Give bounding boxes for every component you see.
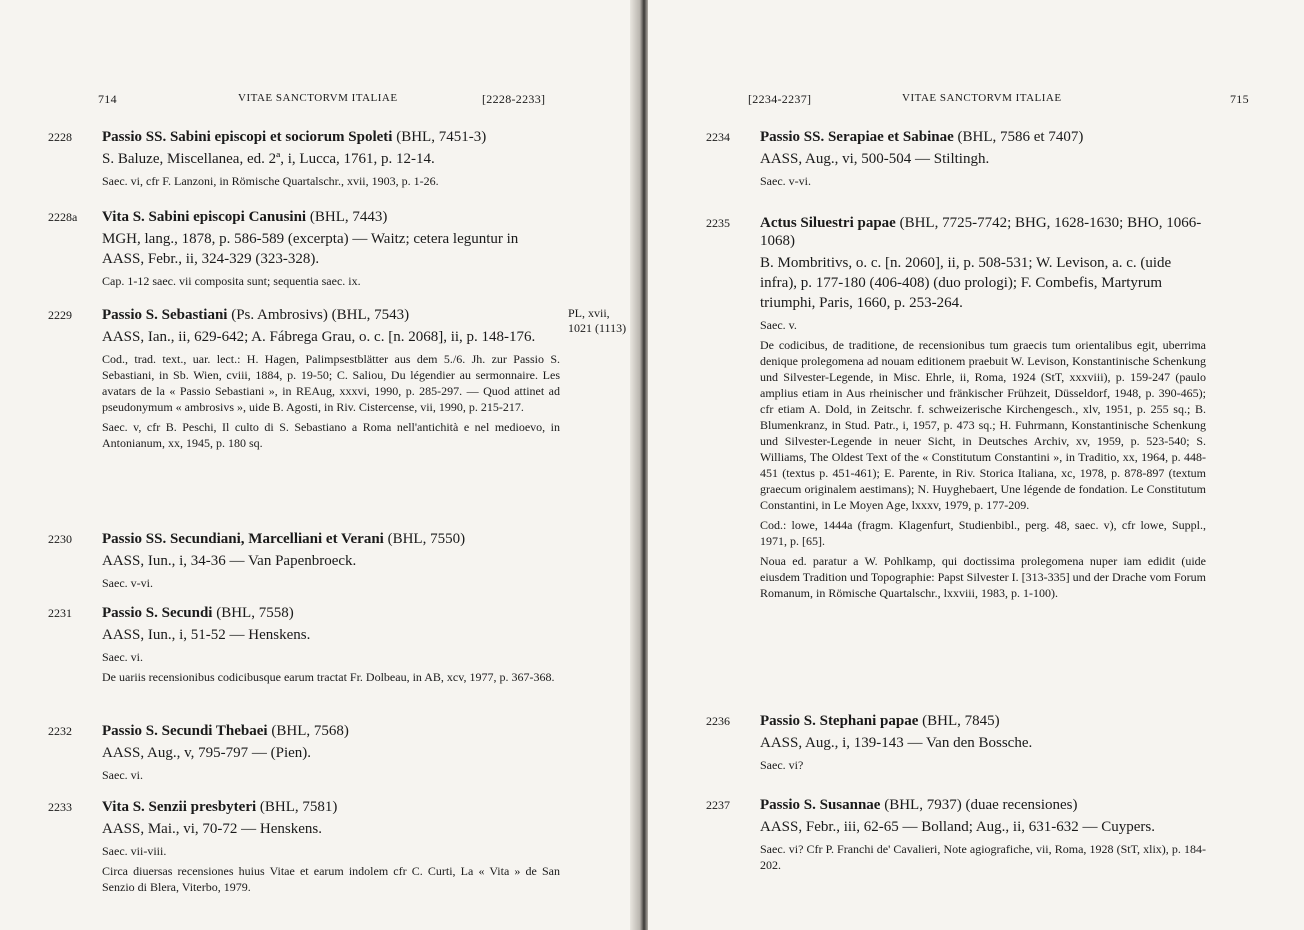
entry-body bbox=[760, 796, 1206, 873]
entry-ref-tag: (BHL, 7725-7742; BHG, 1628-1630; BHO, 1066-1068) bbox=[760, 215, 1202, 249]
entry-title: Passio S. Stephani papae bbox=[760, 713, 919, 729]
entry-ref-tag: (BHL, 7845) bbox=[922, 713, 1000, 729]
margin-note: PL, xvii, 1021 (1113) bbox=[568, 306, 627, 335]
entry-title: Passio S. Secundi bbox=[102, 605, 213, 621]
entry-note: Noua ed. paratur a W. Pohlkamp, qui doctissima prolegomena nuper iam edidit (uide eiusdem Tradition und Topographie: Papst Silvester I. [313-335] und der Drache vom Forum Romanum, in Römische Quartalschr., lxxviii, 1983, p. 1-100). bbox=[760, 554, 1206, 600]
entry-body bbox=[760, 712, 1206, 773]
right-page bbox=[648, 0, 1304, 930]
entry-range: [2228-2233] bbox=[482, 92, 546, 106]
entry-title-line bbox=[760, 214, 1206, 250]
entry-title-line bbox=[102, 722, 560, 740]
entry-body bbox=[102, 306, 560, 451]
catalog-entry bbox=[706, 712, 1206, 773]
entry-note: Saec. vi? bbox=[760, 758, 804, 772]
entry-note: Saec. v. bbox=[760, 318, 797, 332]
entry-title-line bbox=[102, 208, 560, 226]
entry-number: 2232 bbox=[48, 724, 72, 738]
edition-reference: AASS, Iun., i, 51-52 — Henskens. bbox=[102, 627, 311, 643]
entry-ref-tag: (BHL, 7581) bbox=[259, 799, 338, 815]
entry-ref-tag: (BHL, 7443) bbox=[309, 209, 388, 225]
entry-number: 2230 bbox=[48, 532, 72, 546]
entry-note: De codicibus, de traditione, de recensionibus tum graecis tum orientalibus egit, uberrima denique prolegomena ad nouam editionem praebuit W. Levison, Konstantinische Schenkung und Silvester-Legende, in Misc. Ehrle, ii, Roma, 1924 (StT, xxxviii), p. 159-247 (paulo amplius etiam in Aus rheinischer und fränkischer Frühzeit, Düsseldorf, 1948, p. 390-465); cfr etiam A. Dold, in Zeitschr. f. schweizerische Kirchengesch., xlv, 1951, p. 255 sq.; B. Blumenkranz, in Stud. Patr., i, 1957, p. 473 sq.; H. Fuhrmann, Konstantinische Schenkung und Silvester-Legende in neuer Sicht, in Deutsches Archiv, xv, 1959, p. 523-540; S. Williams, The Oldest Text of the « Constitutum Constantini », in Traditio, xx, 1964, p. 448-451 (textus p. 451-461); E. Parente, in Riv. Storica Italiana, xc, 1978, p. 878-897 (textum graecum originalem aestimans); N. Huyghebaert, Une légende de fondation. Le Constitutum Constantini, in Le Moyen Age, lxxxv, 1979, p. 177-209. bbox=[760, 338, 1206, 512]
entry-number: 2229 bbox=[48, 308, 72, 322]
entry-number: 2233 bbox=[48, 800, 72, 814]
entry-note: Saec. vi, cfr F. Lanzoni, in Römische Quartalschr., xvii, 1903, p. 1-26. bbox=[102, 174, 439, 188]
catalog-entry bbox=[706, 214, 1206, 601]
entry-title: Passio S. Sebastiani bbox=[102, 307, 228, 323]
entry-number: 2235 bbox=[706, 216, 730, 230]
entry-ref-tag: (Ps. Ambrosivs) (BHL, 7543) bbox=[231, 307, 410, 323]
edition-reference: AASS, Aug., vi, 500-504 — Stiltingh. bbox=[760, 151, 990, 167]
entry-ref-tag: (BHL, 7568) bbox=[271, 723, 349, 739]
entry-number: 2236 bbox=[706, 714, 730, 728]
entry-title-line bbox=[760, 712, 1206, 730]
entry-title-line bbox=[102, 604, 560, 622]
entry-note: De uariis recensionibus codicibusque earum tractat Fr. Dolbeau, in AB, xcv, 1977, p. 367-368. bbox=[102, 670, 555, 684]
entry-title: Passio SS. Secundiani, Marcelliani et Verani bbox=[102, 531, 384, 547]
entry-title: Vita S. Senzii presbyteri bbox=[102, 799, 257, 815]
entry-title-line bbox=[102, 128, 560, 146]
entry-note: Saec. v-vi. bbox=[102, 576, 153, 590]
entry-note: Saec. v, cfr B. Peschi, Il culto di S. Sebastiano a Roma nell'antichità e nel medioevo, in Antonianum, xx, 1945, p. 180 sq. bbox=[102, 420, 560, 450]
entry-title-line bbox=[102, 306, 560, 324]
entry-title-line bbox=[102, 798, 560, 816]
edition-reference: B. Mombritivs, o. c. [n. 2060], ii, p. 508-531; W. Levison, a. c. (uide infra), p. 177-180 (406-408) (duo prologi); F. Combefis, Martyrum triumphi, Paris, 1660, p. 253-264. bbox=[760, 255, 1172, 311]
entry-note: Cap. 1-12 saec. vii composita sunt; sequentia saec. ix. bbox=[102, 274, 361, 288]
catalog-entry bbox=[706, 796, 1206, 873]
entry-body bbox=[102, 530, 560, 591]
catalog-entry bbox=[706, 128, 1206, 189]
catalog-entry bbox=[48, 604, 560, 685]
entry-body bbox=[102, 722, 560, 783]
entry-ref-tag: (BHL, 7937) (duae recensiones) bbox=[884, 797, 1078, 813]
entry-title-line bbox=[760, 796, 1206, 814]
entry-ref-tag: (BHL, 7550) bbox=[387, 531, 466, 547]
entry-title: Passio S. Secundi Thebaei bbox=[102, 723, 268, 739]
page-number: 715 bbox=[1230, 92, 1249, 106]
entry-body bbox=[760, 128, 1206, 189]
entry-note: Saec. vi. bbox=[102, 650, 143, 664]
page-number: 714 bbox=[98, 92, 117, 106]
entry-title-line bbox=[102, 530, 560, 548]
entry-title: Passio S. Susannae bbox=[760, 797, 881, 813]
entry-ref-tag: (BHL, 7586 et 7407) bbox=[957, 129, 1084, 145]
entry-title: Passio SS. Sabini episcopi et sociorum Spoleti bbox=[102, 129, 393, 145]
entry-note: Saec. vi. bbox=[102, 768, 143, 782]
edition-reference: AASS, Febr., iii, 62-65 — Bolland; Aug., ii, 631-632 — Cuypers. bbox=[760, 819, 1156, 835]
entry-title-line bbox=[760, 128, 1206, 146]
entry-note: Cod., trad. text., uar. lect.: H. Hagen, Palimpsestblätter aus dem 5./6. Jh. zur Passio S. Sebastiani, in Sb. Wien, cviii, 1884, p. 19-50; C. Saliou, Du légendier au sermonnaire. Les avatars de la « Passio Sebastiani », in REAug, xxxvi, 1990, p. 285-297. — Quod attinet ad pseudonymum « ambrosivs », uide B. Agosti, in Riv. Cistercense, vii, 1990, p. 215-217. bbox=[102, 352, 560, 414]
entry-note: Cod.: lowe, 1444a (fragm. Klagenfurt, Studienbibl., perg. 48, saec. v), cfr lowe, Suppl., 1971, p. [65]. bbox=[760, 518, 1206, 548]
entry-number: 2231 bbox=[48, 606, 72, 620]
edition-reference: AASS, Mai., vi, 70-72 — Henskens. bbox=[102, 821, 322, 837]
entry-number: 2234 bbox=[706, 130, 730, 144]
entry-number: 2237 bbox=[706, 798, 730, 812]
entry-body bbox=[102, 208, 560, 289]
entry-body bbox=[102, 604, 560, 685]
catalog-entry bbox=[48, 208, 560, 289]
catalog-entry bbox=[48, 798, 560, 895]
edition-reference: AASS, Aug., i, 139-143 — Van den Bossche. bbox=[760, 735, 1033, 751]
catalog-entry bbox=[48, 722, 560, 783]
catalog-entry bbox=[48, 306, 560, 451]
entry-ref-tag: (BHL, 7451-3) bbox=[396, 129, 487, 145]
entry-number: 2228 bbox=[48, 130, 72, 144]
entry-note: Saec. vii-viii. bbox=[102, 844, 167, 858]
entry-body bbox=[102, 128, 560, 189]
edition-reference: S. Baluze, Miscellanea, ed. 2ª, i, Lucca, 1761, p. 12-14. bbox=[102, 151, 435, 167]
entry-title: Vita S. Sabini episcopi Canusini bbox=[102, 209, 307, 225]
entry-note: Saec. v-vi. bbox=[760, 174, 811, 188]
edition-reference: AASS, Iun., i, 34-36 — Van Papenbroeck. bbox=[102, 553, 357, 569]
running-title: VITAE SANCTORVM ITALIAE bbox=[902, 92, 1062, 104]
running-title: VITAE SANCTORVM ITALIAE bbox=[238, 92, 398, 104]
catalog-entry bbox=[48, 128, 560, 189]
entry-note: Circa diuersas recensiones huius Vitae et earum indolem cfr C. Curti, La « Vita » de San Senzio di Blera, Viterbo, 1979. bbox=[102, 864, 560, 894]
catalog-entry bbox=[48, 530, 560, 591]
entry-body bbox=[760, 214, 1206, 601]
entry-note: Saec. vi? Cfr P. Franchi de' Cavalieri, Note agiografiche, vii, Roma, 1928 (StT, xlix), p. 184-202. bbox=[760, 842, 1206, 872]
entry-range: [2234-2237] bbox=[748, 92, 812, 106]
entry-body bbox=[102, 798, 560, 895]
entry-ref-tag: (BHL, 7558) bbox=[216, 605, 294, 621]
left-page bbox=[0, 0, 640, 930]
entry-title: Actus Siluestri papae bbox=[760, 215, 896, 231]
entry-number: 2228a bbox=[48, 210, 78, 224]
edition-reference: AASS, Aug., v, 795-797 — (Pien). bbox=[102, 745, 312, 761]
edition-reference: MGH, lang., 1878, p. 586-589 (excerpta) — Waitz; cetera leguntur in AASS, Febr., ii, 324-329 (323-328). bbox=[102, 231, 519, 267]
edition-reference: AASS, Ian., ii, 629-642; A. Fábrega Grau, o. c. [n. 2068], ii, p. 148-176. bbox=[102, 329, 536, 345]
entry-title: Passio SS. Serapiae et Sabinae bbox=[760, 129, 954, 145]
